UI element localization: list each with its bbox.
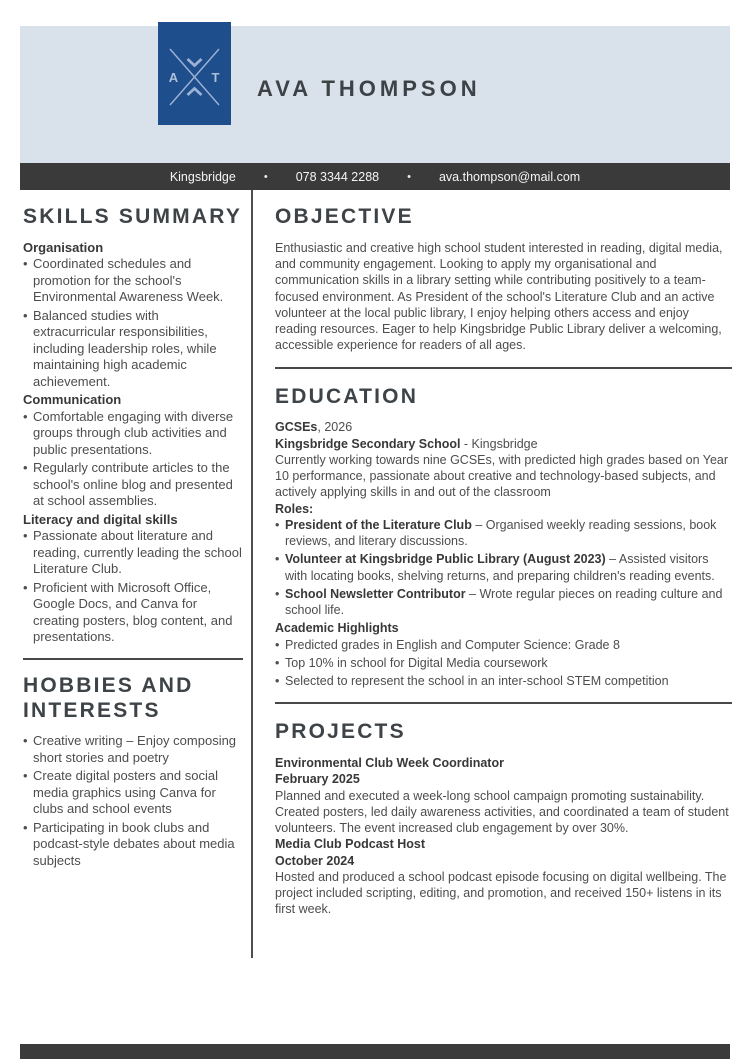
role-description: – Organised weekly reading sessions, book reviews, and literary discussions. xyxy=(285,517,717,549)
roles-list xyxy=(275,517,732,619)
list-item xyxy=(23,820,243,870)
project-date: October 2024 xyxy=(275,853,355,868)
list-item xyxy=(23,580,243,646)
bullet-icon: • xyxy=(23,528,28,544)
bullet-icon: • xyxy=(275,674,280,689)
skill-item-text: Comfortable engaging with diverse groups through club activities and public presentations. xyxy=(33,408,234,457)
project-name: Environmental Club Week Coordinator xyxy=(275,756,504,771)
skill-item-text: Passionate about literature and reading, currently leading the school Literature Club. xyxy=(33,528,242,577)
list-item xyxy=(275,673,732,689)
list-item xyxy=(23,256,243,306)
bullet-icon: • xyxy=(275,552,280,567)
project-description: Hosted and produced a school podcast episode focusing on digital wellbeing. The project included scripting, editing, and promotion, and received 150+ listens in its first week. xyxy=(275,869,727,917)
section-divider xyxy=(275,367,732,369)
role-title: President of the Literature Club xyxy=(285,517,472,532)
list-item xyxy=(23,733,243,766)
list-item xyxy=(23,460,243,510)
highlight-text: Top 10% in school for Digital Media coursework xyxy=(285,655,548,670)
education-qualification-line xyxy=(275,419,732,435)
page-title: AVA THOMPSON xyxy=(257,76,481,101)
monogram-x-icon xyxy=(158,22,231,125)
contact-email: ava.thompson@mail.com xyxy=(438,169,581,184)
left-column xyxy=(23,205,243,871)
bullet-icon: • xyxy=(23,768,28,784)
list-item xyxy=(23,409,243,459)
skill-group xyxy=(23,512,243,646)
education-qualification-year: , 2026 xyxy=(317,420,353,435)
monogram-letter-t: T xyxy=(211,70,220,85)
list-item xyxy=(275,637,732,653)
bullet-icon: • xyxy=(275,655,280,670)
section-title-projects: PROJECTS xyxy=(275,720,406,744)
bullet-icon: • xyxy=(23,256,28,272)
project-entry xyxy=(275,755,732,836)
section-title-objective: OBJECTIVE xyxy=(275,205,414,228)
role-title: School Newsletter Contributor xyxy=(285,586,466,601)
skill-item-text: Regularly contribute articles to the school's online blog and presented at school assemblies. xyxy=(33,460,233,509)
section-title-hobbies: HOBBIES AND INTERESTS xyxy=(23,673,194,722)
bullet-icon: • xyxy=(275,586,280,601)
separator-dot-icon: • xyxy=(263,170,268,183)
project-name: Media Club Podcast Host xyxy=(275,837,426,852)
bullet-icon: • xyxy=(23,819,28,835)
section-title-education: EDUCATION xyxy=(275,384,419,408)
contact-bar xyxy=(20,163,730,190)
column-divider xyxy=(251,190,253,958)
section-divider xyxy=(275,702,732,704)
list-item xyxy=(23,768,243,818)
skill-item-text: Proficient with Microsoft Office, Google Docs, and Canva for creating posters, blog content, and presentations. xyxy=(33,579,233,645)
skill-group xyxy=(23,392,243,510)
skill-group-title: Organisation xyxy=(23,239,104,255)
skill-group-title: Literacy and digital skills xyxy=(23,511,178,527)
highlights-label: Academic Highlights xyxy=(275,621,399,636)
separator-dot-icon: • xyxy=(407,170,411,183)
hobby-item-text: Participating in book clubs and podcast-style debates about media subjects xyxy=(33,819,235,868)
right-column xyxy=(275,205,732,918)
role-description: – Assisted visitors with locating books, shelving returns, and preparing children's reading events. xyxy=(285,552,715,583)
hobby-item-text: Creative writing – Enjoy composing short stories and poetry xyxy=(33,733,237,765)
list-item xyxy=(275,517,732,550)
skill-group-title: Communication xyxy=(23,392,122,408)
education-qualification: GCSEs xyxy=(275,420,318,435)
monogram-logo-icon xyxy=(158,22,231,125)
project-entry xyxy=(275,836,732,917)
roles-label: Roles: xyxy=(275,501,314,516)
bullet-icon: • xyxy=(23,408,28,424)
list-item xyxy=(275,586,732,619)
bullet-icon: • xyxy=(23,307,28,323)
list-item xyxy=(275,551,732,584)
objective-text: Enthusiastic and creative high school student interested in reading, digital media, and community engagement. Looking to apply my organisational and communication skills in a library setting while contributing positively to a team-focused environment. As President of the school's Literature Club and an active volunteer at the local public library, I enjoy helping others access and enjoy reading resources. Eager to help Kingsbridge Public Library deliver a welcoming, accessible experience for readers of all ages. xyxy=(275,240,723,353)
role-description: – Wrote regular pieces on reading culture and school life. xyxy=(285,586,723,618)
list-item xyxy=(275,655,732,671)
education-school: Kingsbridge Secondary School xyxy=(275,436,461,451)
highlight-text: Predicted grades in English and Computer Science: Grade 8 xyxy=(285,637,620,652)
section-title-skills: SKILLS SUMMARY xyxy=(23,205,243,228)
section-divider xyxy=(23,658,243,660)
education-school-line xyxy=(275,436,732,452)
contact-phone: 078 3344 2288 xyxy=(295,169,380,184)
list-item xyxy=(23,528,243,578)
bullet-icon: • xyxy=(275,637,280,652)
skill-group xyxy=(23,240,243,391)
education-school-location: - Kingsbridge xyxy=(460,436,538,451)
skill-item-text: Balanced studies with extracurricular responsibilities, including leadership roles, while maintaining high academic achievement. xyxy=(33,307,217,389)
bullet-icon: • xyxy=(23,460,28,476)
list-item xyxy=(23,308,243,391)
role-title: Volunteer at Kingsbridge Public Library (August 2023) xyxy=(285,552,606,567)
monogram-letter-a: A xyxy=(168,70,179,85)
contact-location: Kingsbridge xyxy=(169,169,236,184)
bullet-icon: • xyxy=(23,579,28,595)
highlight-text: Selected to represent the school in an inter-school STEM competition xyxy=(285,674,669,689)
bullet-icon: • xyxy=(275,517,280,532)
project-description: Planned and executed a week-long school campaign promoting sustainability. Created posters, led daily awareness activities, and coordinated a team of student volunteers. The event increased club engagement by over 30%. xyxy=(275,788,729,836)
hobby-item-text: Create digital posters and social media graphics using Canva for clubs and school events xyxy=(33,768,218,817)
project-date: February 2025 xyxy=(275,772,360,787)
bullet-icon: • xyxy=(23,733,28,749)
footer-bar xyxy=(20,1044,730,1059)
education-summary: Currently working towards nine GCSEs, with predicted high grades based on Year 10 performance, passionate about creative and technology-based subjects, and actively applying skills in and out of the classroom xyxy=(275,452,729,500)
skill-item-text: Coordinated schedules and promotion for the school's Environmental Awareness Week. xyxy=(33,256,224,305)
